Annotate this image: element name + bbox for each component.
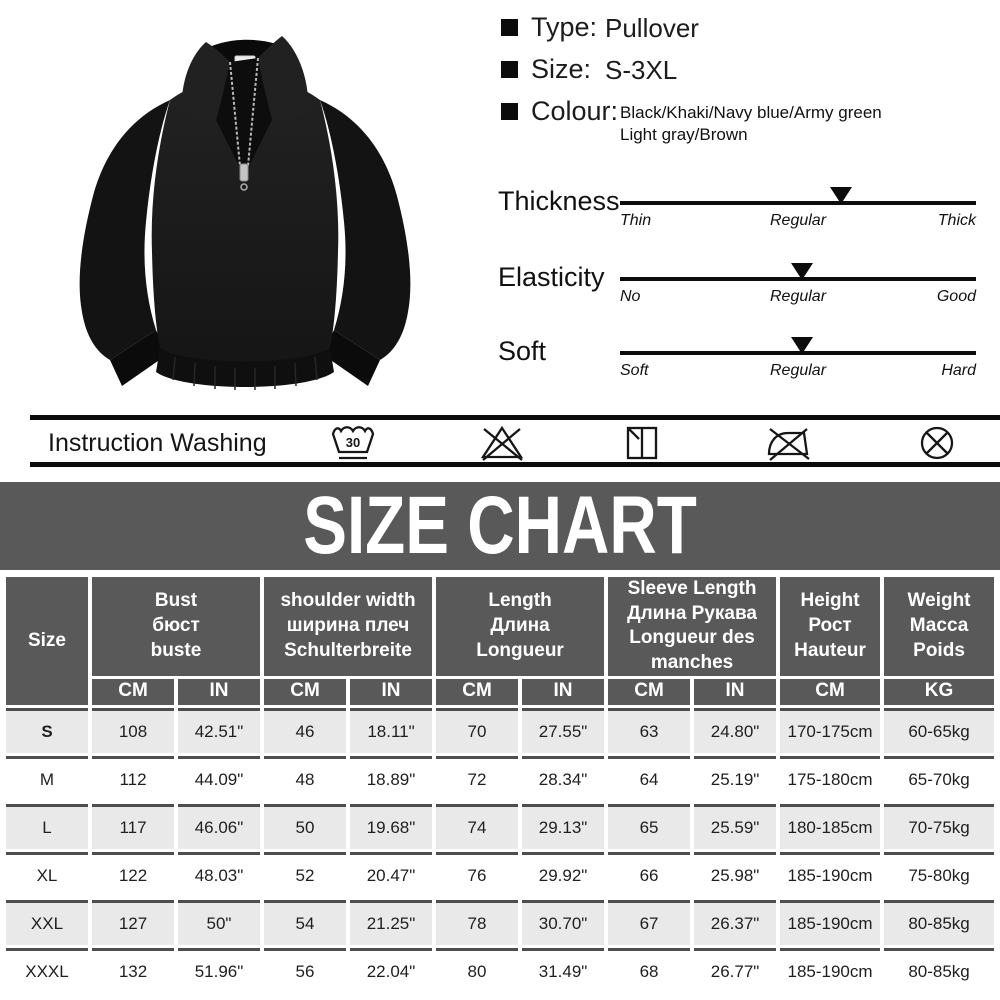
table-cell: 80-85kg xyxy=(884,948,994,993)
do-not-bleach-icon xyxy=(478,423,526,463)
table-cell: 18.11" xyxy=(350,708,432,753)
size-label: Size: xyxy=(531,54,592,84)
square-bullet-icon xyxy=(501,103,518,120)
table-cell: 132 xyxy=(92,948,174,993)
unit-header: CM xyxy=(92,679,174,705)
table-cell: 30.70" xyxy=(522,900,604,945)
colour-value xyxy=(620,102,882,146)
table-cell: 21.25" xyxy=(350,900,432,945)
unit-header: IN xyxy=(350,679,432,705)
unit-header: KG xyxy=(884,679,994,705)
table-cell: XXL xyxy=(6,900,88,945)
spec-row-type xyxy=(0,12,1000,56)
table-header-units-row xyxy=(6,679,994,705)
slider-label-left: Soft xyxy=(620,362,649,379)
table-cell: 64 xyxy=(608,756,690,801)
unit-header: IN xyxy=(694,679,776,705)
table-cell: 54 xyxy=(264,900,346,945)
table-cell: 31.49" xyxy=(522,948,604,993)
table-cell: 80 xyxy=(436,948,518,993)
table-cell: 75-80kg xyxy=(884,852,994,897)
table-cell: 26.37" xyxy=(694,900,776,945)
column-header-height: Height Рост Hauteur xyxy=(780,577,880,676)
machine-wash-30-icon xyxy=(329,423,377,463)
unit-header: IN xyxy=(178,679,260,705)
table-cell: 175-180cm xyxy=(780,756,880,801)
table-cell: 117 xyxy=(92,804,174,849)
table-cell: 27.55" xyxy=(522,708,604,753)
table-row xyxy=(6,900,994,945)
table-cell: 48 xyxy=(264,756,346,801)
slider-label-center: Regular xyxy=(769,288,827,305)
table-cell: 60-65kg xyxy=(884,708,994,753)
slider-marker-icon xyxy=(791,263,813,280)
table-header-group-row xyxy=(6,577,994,676)
table-cell: M xyxy=(6,756,88,801)
softness-slider xyxy=(0,336,1000,400)
size-chart-table xyxy=(2,574,998,996)
table-cell: 51.96" xyxy=(178,948,260,993)
table-cell: 29.92" xyxy=(522,852,604,897)
slider-label-right: Good xyxy=(936,288,976,305)
table-cell: 122 xyxy=(92,852,174,897)
table-cell: 24.80" xyxy=(694,708,776,753)
slider-title: Thickness xyxy=(498,186,620,216)
table-row xyxy=(6,756,994,801)
column-header-shoulder-width: shoulder width ширина плеч Schulterbreite xyxy=(264,577,432,676)
column-header-bust: Bust бюст buste xyxy=(92,577,260,676)
type-value: Pullover xyxy=(605,13,699,43)
slider-label-left: Thin xyxy=(620,212,652,229)
table-cell: 70 xyxy=(436,708,518,753)
table-cell: 42.51" xyxy=(178,708,260,753)
table-cell: 66 xyxy=(608,852,690,897)
unit-header: IN xyxy=(522,679,604,705)
table-cell: 22.04" xyxy=(350,948,432,993)
slider-title: Elasticity xyxy=(498,262,605,292)
table-cell: 180-185cm xyxy=(780,804,880,849)
slider-track xyxy=(620,277,976,281)
table-cell: 44.09" xyxy=(178,756,260,801)
slider-title: Soft xyxy=(498,336,547,366)
table-cell: XL xyxy=(6,852,88,897)
slider-label-left: No xyxy=(620,288,641,305)
table-cell: 127 xyxy=(92,900,174,945)
slider-track xyxy=(620,351,976,355)
svg-text:30: 30 xyxy=(345,435,361,450)
thickness-slider xyxy=(0,186,1000,250)
table-cell: 18.89" xyxy=(350,756,432,801)
table-cell: 76 xyxy=(436,852,518,897)
column-header-size: Size xyxy=(6,577,88,705)
table-cell: 25.19" xyxy=(694,756,776,801)
table-row xyxy=(6,852,994,897)
square-bullet-icon xyxy=(501,61,518,78)
table-cell: 72 xyxy=(436,756,518,801)
table-cell: S xyxy=(6,708,88,753)
unit-header: CM xyxy=(608,679,690,705)
table-cell: L xyxy=(6,804,88,849)
table-cell: 25.59" xyxy=(694,804,776,849)
table-cell: 70-75kg xyxy=(884,804,994,849)
column-header-sleeve-length: Sleeve Length Длина Рукава Longueur des manches xyxy=(608,577,776,676)
spec-row-colour xyxy=(0,96,1000,144)
column-header-weight: Weight Масса Poids xyxy=(884,577,994,676)
table-cell: 29.13" xyxy=(522,804,604,849)
slider-label-center: Regular xyxy=(769,212,827,229)
slider-label-right: Thick xyxy=(937,212,976,229)
spec-row-size xyxy=(0,54,1000,98)
column-header-length: Length Длина Longueur xyxy=(436,577,604,676)
table-cell: 25.98" xyxy=(694,852,776,897)
table-cell: 170-175cm xyxy=(780,708,880,753)
table-cell: 74 xyxy=(436,804,518,849)
size-chart-title: SIZE CHART xyxy=(303,480,697,571)
table-cell: 52 xyxy=(264,852,346,897)
do-not-iron-icon xyxy=(764,423,812,463)
table-cell: 185-190cm xyxy=(780,852,880,897)
table-cell: 50 xyxy=(264,804,346,849)
slider-track xyxy=(620,201,976,205)
table-cell: 108 xyxy=(92,708,174,753)
slider-label-right: Hard xyxy=(941,362,976,379)
size-chart-banner xyxy=(0,482,1000,570)
unit-header: CM xyxy=(436,679,518,705)
table-cell: 50" xyxy=(178,900,260,945)
table-cell: 20.47" xyxy=(350,852,432,897)
colour-label: Colour: xyxy=(531,96,619,126)
table-row xyxy=(6,804,994,849)
table-cell: 26.77" xyxy=(694,948,776,993)
table-cell: 46.06" xyxy=(178,804,260,849)
colour-value-line1: Black/Khaki/Navy blue/Army green xyxy=(620,103,882,122)
do-not-dry-clean-icon xyxy=(913,423,961,463)
table-cell: 19.68" xyxy=(350,804,432,849)
slider-marker-icon xyxy=(830,187,852,204)
table-cell: 48.03" xyxy=(178,852,260,897)
table-row xyxy=(6,708,994,753)
table-cell: 185-190cm xyxy=(780,900,880,945)
colour-value-line2: Light gray/Brown xyxy=(620,125,748,144)
table-cell: 56 xyxy=(264,948,346,993)
type-label: Type: xyxy=(531,12,598,42)
table-row xyxy=(6,948,994,993)
slider-label-center: Regular xyxy=(769,362,827,379)
unit-header: CM xyxy=(264,679,346,705)
zipper-pull xyxy=(240,164,248,181)
slider-marker-icon xyxy=(791,337,813,354)
table-cell: 185-190cm xyxy=(780,948,880,993)
table-cell: 63 xyxy=(608,708,690,753)
table-cell: 78 xyxy=(436,900,518,945)
square-bullet-icon xyxy=(501,19,518,36)
table-cell: 80-85kg xyxy=(884,900,994,945)
table-cell: 67 xyxy=(608,900,690,945)
washing-title: Instruction Washing xyxy=(48,429,267,457)
washing-instruction-bar xyxy=(30,415,1000,467)
table-cell: 28.34" xyxy=(522,756,604,801)
size-value: S-3XL xyxy=(605,55,678,85)
table-cell: XXXL xyxy=(6,948,88,993)
table-cell: 65-70kg xyxy=(884,756,994,801)
table-cell: 46 xyxy=(264,708,346,753)
table-cell: 112 xyxy=(92,756,174,801)
table-cell: 68 xyxy=(608,948,690,993)
unit-header: CM xyxy=(780,679,880,705)
table-cell: 65 xyxy=(608,804,690,849)
line-dry-in-shade-icon xyxy=(618,423,666,463)
elasticity-slider xyxy=(0,262,1000,326)
